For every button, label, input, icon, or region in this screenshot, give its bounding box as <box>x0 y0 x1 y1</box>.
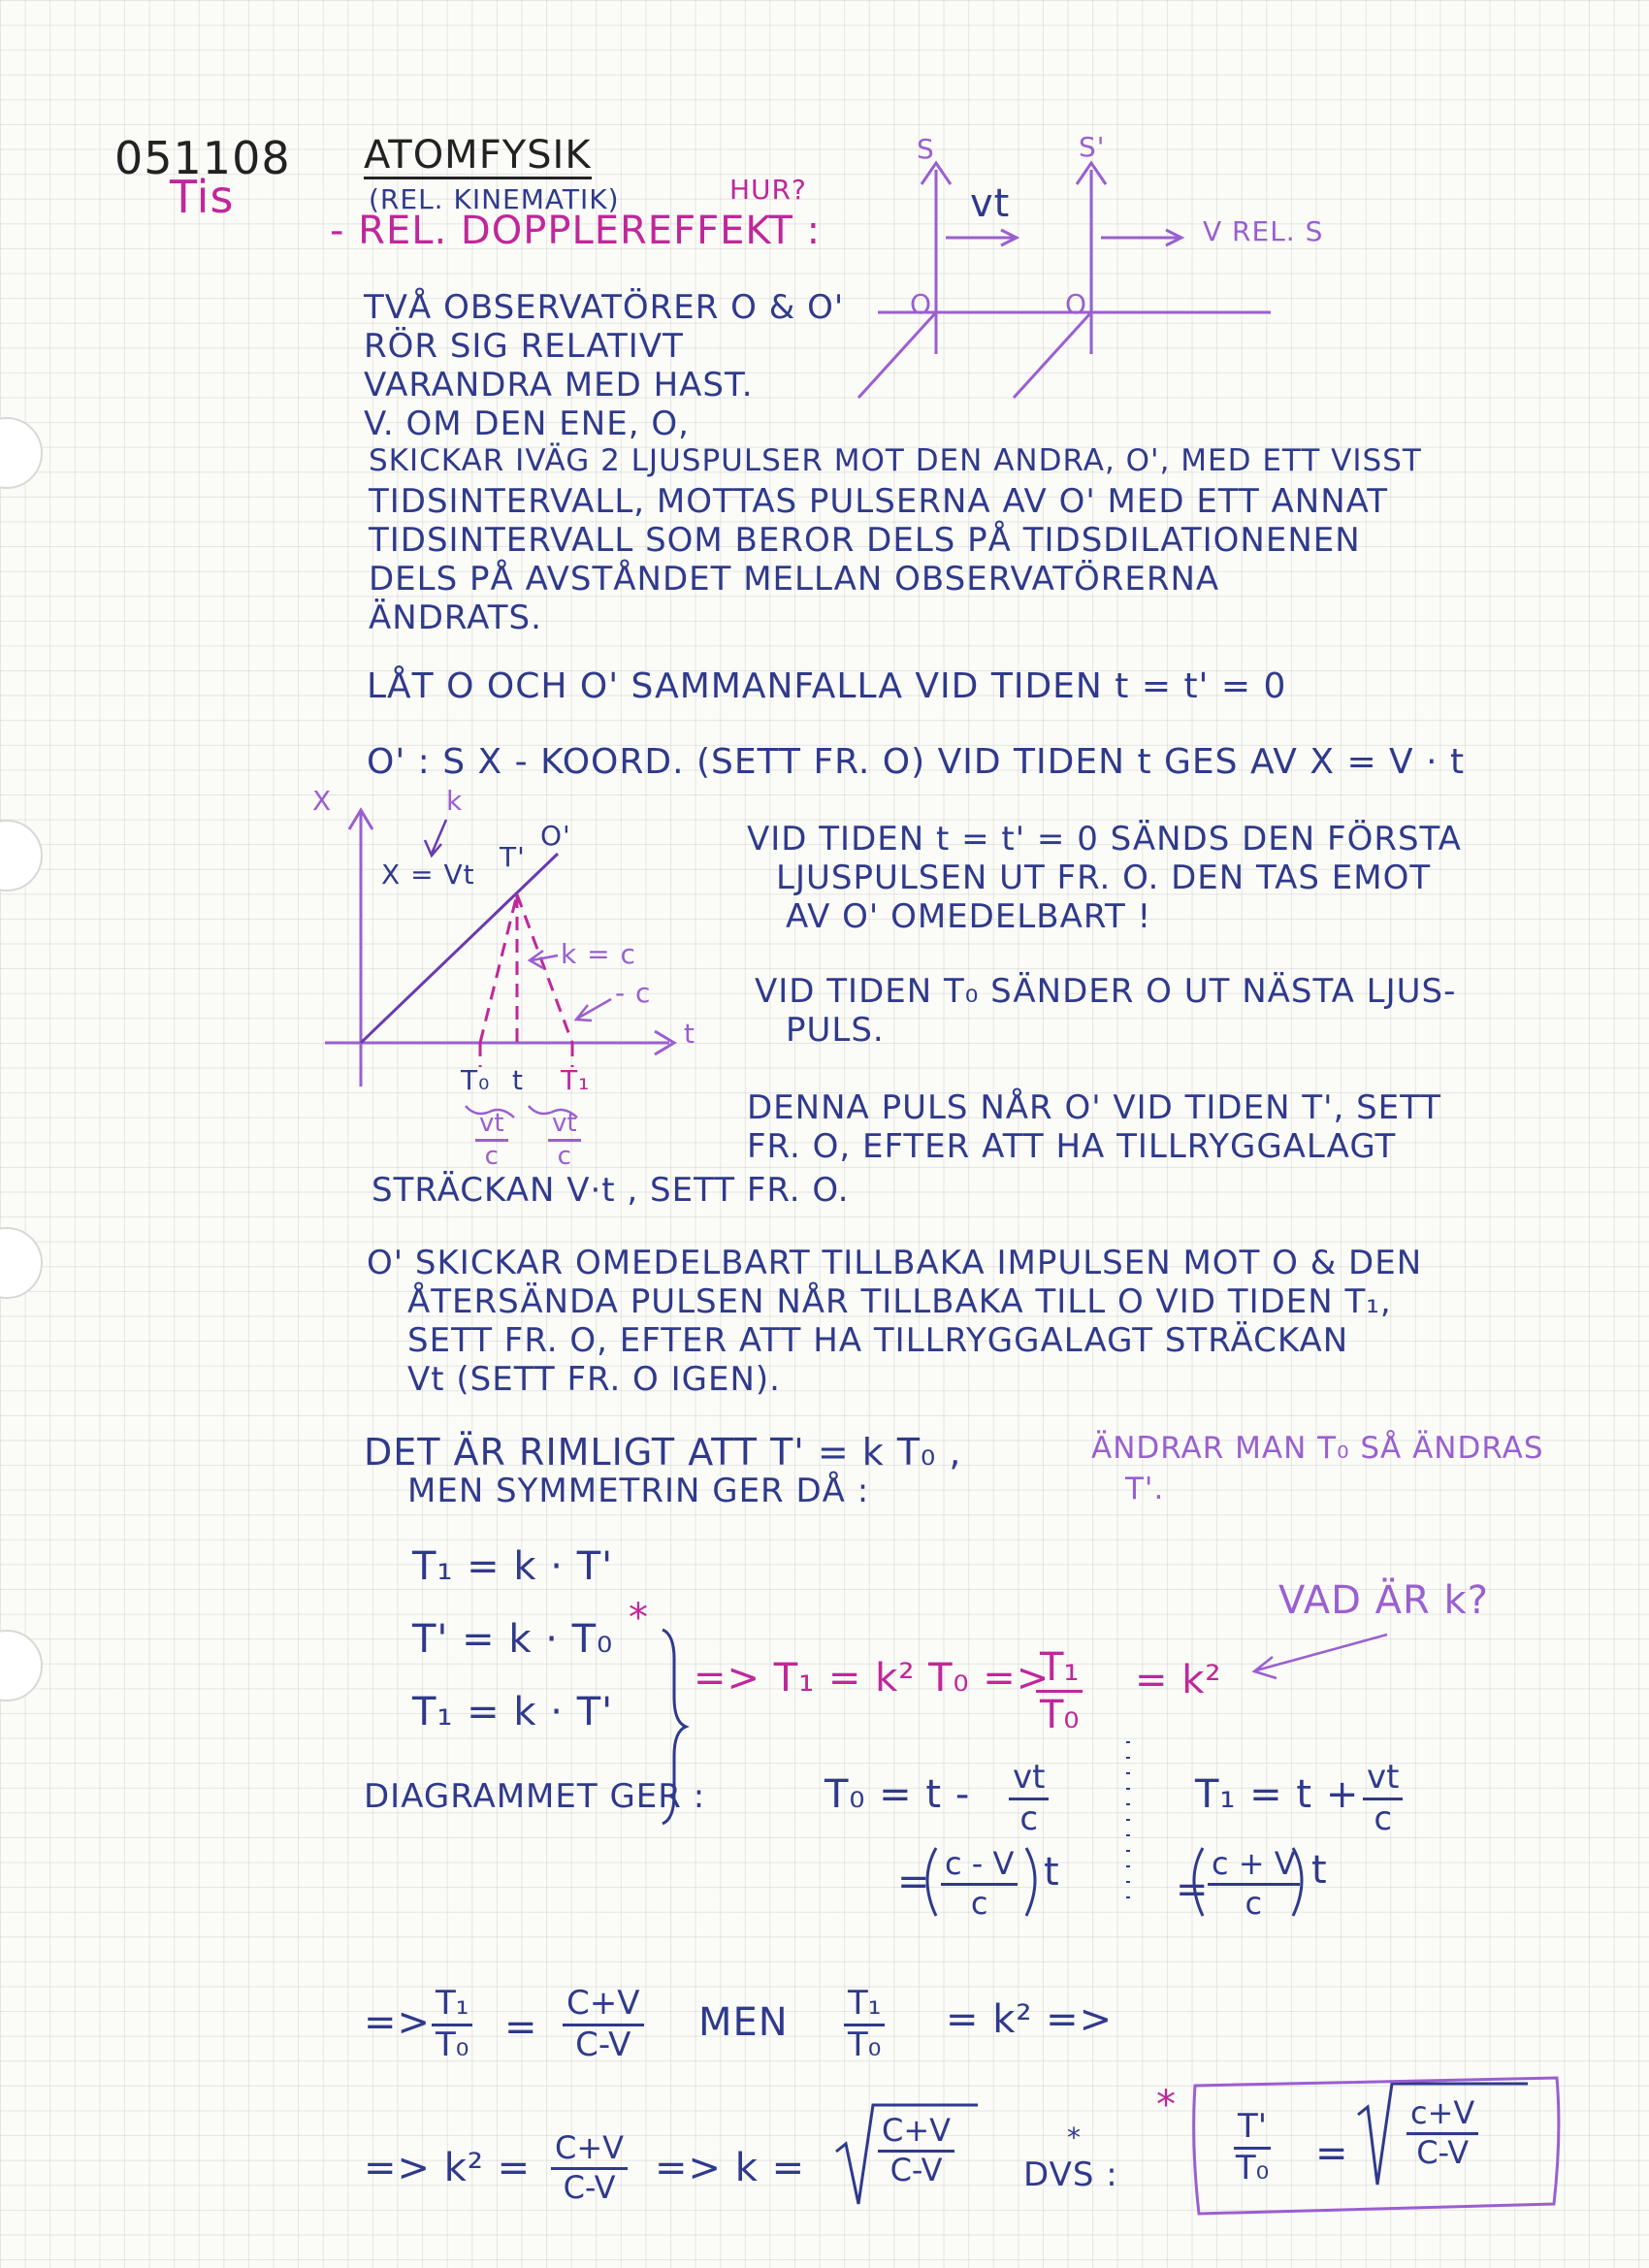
graph-t1-label: T₁ <box>561 1064 591 1096</box>
final-sqrt-fraction: $\frac{c+V}{C-V}$ <box>1406 2097 1478 2169</box>
final-equals: = <box>1315 2131 1349 2176</box>
t1-eq2-prefix: = <box>1176 1867 1210 1912</box>
return-line-2: ÅTERSÄNDA PULSEN NÅR TILLBAKA TILL O VID TIDEN T₁, <box>407 1282 1392 1321</box>
diagram-label: DIAGRAMMET GER : <box>364 1777 706 1816</box>
eq-line-2: T' = k · T₀ <box>412 1617 614 1662</box>
final-fraction: $\frac{T'}{\text{T₀}}$ <box>1235 2107 1270 2187</box>
graph-vt-c-right: $\frac{vt}{c}$ <box>548 1111 581 1171</box>
frame-velocity-label: V REL. S <box>1203 215 1324 247</box>
eq-line-1: T₁ = k · T' <box>412 1544 614 1589</box>
t1-eq2-suffix: t <box>1311 1848 1328 1893</box>
men-fraction: $\frac{\text{T₁}}{\text{T₀}}$ <box>844 1987 885 2062</box>
dvs-star: * <box>1067 2122 1082 2154</box>
ratio-arrow: => <box>364 2000 432 2045</box>
eq-result-k2: = k² <box>1135 1658 1222 1702</box>
ratio-equals: = <box>504 2005 538 2050</box>
symmetri-line: MEN SYMMETRIN GER DÅ : <box>407 1472 870 1510</box>
rimligt-note-2: T'. <box>1125 1472 1165 1507</box>
eq-result: => T₁ = k² T₀ => <box>694 1656 1051 1701</box>
intro-line-8: DELS PÅ AVSTÅNDET MELLAN OBSERVATÖRERNA <box>369 560 1220 599</box>
frame-o-prime-label: O' <box>1065 288 1096 320</box>
k2-line-prefix: => k² = <box>364 2146 532 2190</box>
strackan-line: STRÄCKAN V·t , SETT FR. O. <box>372 1171 850 1210</box>
intro-line-1: TVÅ OBSERVATÖRER O & O' <box>364 288 845 327</box>
subtitle-note: HUR? <box>729 174 807 206</box>
t0-vt-c: $\frac{vt}{c}$ <box>1009 1761 1049 1836</box>
final-star: * <box>1156 2083 1177 2127</box>
graph-t0-label: T₀ <box>461 1064 491 1096</box>
eq-result-fraction: $\frac{\text{T₁}}{\text{T₀}}$ <box>1036 1647 1083 1735</box>
t0-eq2-prefix: = <box>897 1860 931 1904</box>
graph-text-2-line-2: PULS. <box>786 1011 885 1050</box>
graph-text-3-line-1: DENNA PULS NÅR O' VID TIDEN T', SETT <box>747 1088 1442 1127</box>
intro-line-4: V. OM DEN ENE, O, <box>364 405 690 443</box>
men-k2: = k² => <box>946 1997 1114 2042</box>
graph-k-c-label: k = c <box>561 938 636 970</box>
frame-vt-label: vt <box>970 181 1011 226</box>
subtitle-doppler: - REL. DOPPLEREFFEKT : <box>330 209 822 253</box>
graph-k-label: k <box>446 785 464 817</box>
t1-eq2-fraction: $\frac{c + V}{c}$ <box>1208 1848 1300 1920</box>
graph-o-prime-label: O' <box>540 820 571 852</box>
vad-ar-k-note: VAD ÄR k? <box>1278 1578 1489 1623</box>
graph-text-1-line-2: LJUSPULSEN UT FR. O. DEN TAS EMOT <box>776 859 1432 897</box>
ratio-fraction: $\frac{\text{T₁}}{\text{T₀}}$ <box>432 1987 472 2062</box>
rimligt-line: DET ÄR RIMLIGT ATT T' = k T₀ , <box>364 1431 962 1474</box>
t1-eq: T₁ = t + <box>1195 1772 1360 1817</box>
subtitle-kinematik: (REL. KINEMATIK) <box>369 183 620 215</box>
graph-vt-c-left: $\frac{vt}{c}$ <box>475 1111 508 1171</box>
rimligt-note-1: ÄNDRAR MAN T₀ SÅ ÄNDRAS <box>1091 1431 1544 1466</box>
frame-s-prime-label: S' <box>1079 131 1106 163</box>
graph-x-axis-label: X <box>312 785 333 817</box>
intro-line-9: ÄNDRATS. <box>369 599 542 637</box>
graph-t-axis-label: t <box>684 1018 695 1050</box>
k2-cv-fraction: $\frac{C+V}{C-V}$ <box>551 2132 628 2204</box>
coord-line: O' : S X - KOORD. (SETT FR. O) VID TIDEN t GES AV X = V · t <box>367 742 1466 782</box>
t1-vt-c: $\frac{vt}{c}$ <box>1363 1761 1403 1836</box>
return-line-3: SETT FR. O, EFTER ATT HA TILLRYGGALAGT STRÄCKAN <box>407 1321 1349 1360</box>
intro-line-6: TIDSINTERVALL, MOTTAS PULSERNA AV O' MED ETT ANNAT <box>369 482 1389 521</box>
dvs-label: DVS : <box>1023 2155 1118 2194</box>
eq-star: * <box>629 1596 649 1640</box>
frame-s-label: S <box>917 133 935 165</box>
return-line-4: Vt (SETT FR. O IGEN). <box>407 1360 781 1399</box>
date: 051108 <box>114 132 291 184</box>
weekday: Tis <box>170 171 235 223</box>
graph-text-3-line-2: FR. O, EFTER ATT HA TILLRYGGALAGT <box>747 1127 1397 1166</box>
t0-eq: T₀ = t - <box>824 1772 971 1817</box>
graph-t-label: t <box>512 1064 524 1096</box>
k-sqrt-fraction: $\frac{C+V}{C-V}$ <box>878 2115 954 2187</box>
ratio-cv-fraction: $\frac{C+V}{C-V}$ <box>563 1987 644 2062</box>
intro-line-2: RÖR SIG RELATIVT <box>364 327 684 366</box>
t0-eq2-fraction: $\frac{c - V}{c}$ <box>941 1848 1018 1920</box>
t0-eq2-suffix: t <box>1044 1850 1060 1895</box>
men-label: MEN <box>698 2000 789 2045</box>
page-title: ATOMFYSIK <box>364 133 592 178</box>
intro-line-7: TIDSINTERVALL SOM BEROR DELS PÅ TIDSDILATIONENEN <box>369 521 1361 560</box>
frame-o-label: O <box>910 288 933 320</box>
graph-text-1-line-3: AV O' OMEDELBART ! <box>786 897 1152 936</box>
let-line: LÅT O OCH O' SAMMANFALLA VID TIDEN t = t' = 0 <box>367 666 1287 706</box>
graph-text-1-line-1: VID TIDEN t = t' = 0 SÄNDS DEN FÖRSTA <box>747 820 1462 859</box>
graph-t-prime-label: T' <box>500 841 526 873</box>
intro-line-5: SKICKAR IVÄG 2 LJUSPULSER MOT DEN ANDRA, O', MED ETT VISST <box>369 443 1422 478</box>
intro-line-3: VARANDRA MED HAST. <box>364 366 754 405</box>
graph-eq-label: X = Vt <box>381 859 475 891</box>
eq-line-3: T₁ = k · T' <box>412 1690 614 1734</box>
graph-minus-c-label: - c <box>615 977 652 1009</box>
k-line: => k = <box>655 2146 806 2190</box>
graph-text-2-line-1: VID TIDEN T₀ SÄNDER O UT NÄSTA LJUS- <box>755 972 1457 1011</box>
return-line-1: O' SKICKAR OMEDELBART TILLBAKA IMPULSEN MOT O & DEN <box>367 1244 1423 1282</box>
